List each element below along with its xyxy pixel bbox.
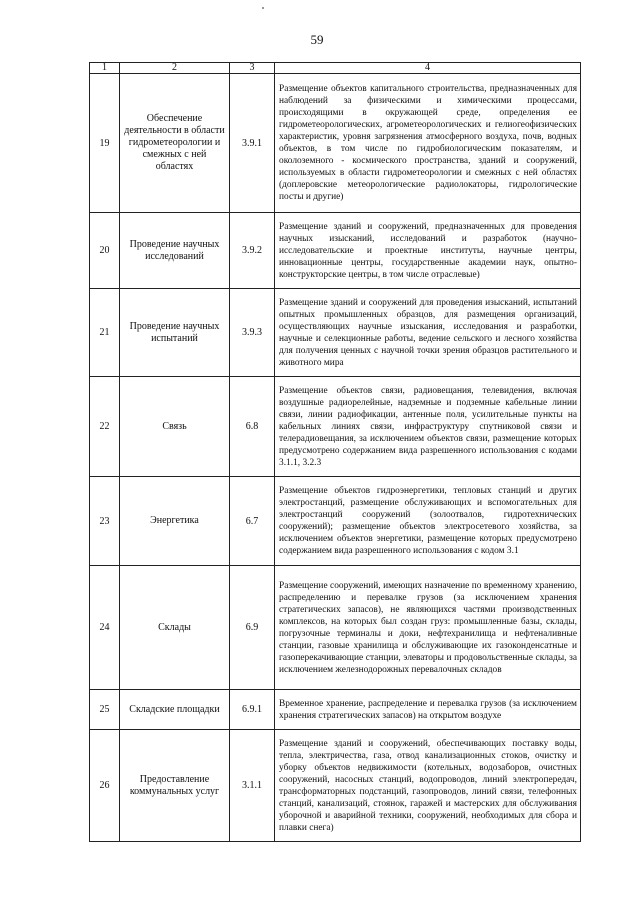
scan-dot [262, 7, 264, 9]
land-use-table [89, 62, 581, 842]
use-type-description: Временное хранение, распределение и перевалка грузов (за исключением хранения стратегических запасов) на открытом воздухе [275, 690, 581, 730]
use-type-code: 3.9.1 [230, 74, 275, 213]
header-col-1: 1 [90, 63, 120, 74]
use-type-code: 6.9.1 [230, 690, 275, 730]
use-type-code: 3.9.2 [230, 213, 275, 289]
page-number: 59 [310, 32, 324, 47]
use-type-name: Проведение научных испытаний [120, 289, 230, 377]
use-type-description: Размещение сооружений, имеющих назначение по временному хранению, распределению и перевалке грузов (за исключением хранения стратегических запасов), не являющихся частями производственных комплексов, на которых был создан груз: промышленные базы, склады, погрузочные терминалы и доки, нефтехранилища и нефтеналивные станции, газовые хранилища и обслуживающие их газоконденсатные и газоперекачивающие станции, элеваторы и продовольственные склады, за исключением железнодорожных перевалочных складов [275, 566, 581, 690]
row-number: 19 [90, 74, 120, 213]
use-type-code: 3.1.1 [230, 730, 275, 842]
row-number: 22 [90, 377, 120, 477]
use-type-description: Размещение зданий и сооружений, предназначенных для проведения научных изысканий, исследований и разработок (научно-исследовательские и проектные институты, научные центры, инновационные центры, государственные академии наук, опытно-конструкторские центры, в том числе отраслевые) [275, 213, 581, 289]
header-row [90, 63, 581, 74]
row-number: 20 [90, 213, 120, 289]
row-number: 23 [90, 477, 120, 566]
table-row [90, 730, 581, 842]
use-type-description: Размещение объектов гидроэнергетики, тепловых станций и других электростанций, размещение обслуживающих и вспомогательных для электростанций сооружений (золоотвалов, гидротехнических сооружений); размещение объектов электросетевого хозяйства, за исключением объектов энергетики, размещение которых предусмотрено содержанием вида разрешенного использования с кодом 3.1 [275, 477, 581, 566]
use-type-name: Склады [120, 566, 230, 690]
use-type-name: Проведение научных исследований [120, 213, 230, 289]
row-number: 24 [90, 566, 120, 690]
table-row [90, 377, 581, 477]
header-col-3: 3 [230, 63, 275, 74]
use-type-code: 3.9.3 [230, 289, 275, 377]
table-row [90, 477, 581, 566]
use-type-name: Связь [120, 377, 230, 477]
use-type-description: Размещение зданий и сооружений, обеспечивающих поставку воды, тепла, электричества, газа, отвод канализационных стоков, очистку и уборку объектов недвижимости (котельных, водозаборов, очистных сооружений, насосных станций, водопроводов, линий электропередач, трансформаторных подстанций, газопроводов, линий связи, телефонных станций, канализаций, стоянок, гаражей и мастерских для обслуживания уборочной и аварийной техники, сооружений, необходимых для сбора и плавки снега) [275, 730, 581, 842]
header-col-2: 2 [120, 63, 230, 74]
use-type-description: Размещение объектов капитального строительства, предназначенных для наблюдений за физическими и химическими процессами, происходящими в окружающей среде, определения ее гидрометеорологических, агрометеорологических и гелиогеофизических характеристик, уровня загрязнения атмосферного воздуха, почв, водных объектов, в том числе по гидробиологическим показателям, и околоземного - космического пространства, зданий и сооружений, используемых в области гидрометеорологии и смежных с ней областях (доплеровские метеорологические радиолокаторы, гидрологические посты и другие) [275, 74, 581, 213]
use-type-description: Размещение объектов связи, радиовещания, телевидения, включая воздушные радиорелейные, надземные и подземные кабельные линии связи, линии радиофикации, антенные поля, усилительные пункты на кабельных линиях связи, инфраструктуру спутниковой связи и телерадиовещания, за исключением объектов связи, размещение которых предусмотрено содержанием вида разрешенного использования с кодами 3.1.1, 3.2.3 [275, 377, 581, 477]
use-type-name: Энергетика [120, 477, 230, 566]
table-row [90, 74, 581, 213]
use-type-code: 6.7 [230, 477, 275, 566]
use-type-name: Складские площадки [120, 690, 230, 730]
table-row [90, 213, 581, 289]
table-row [90, 690, 581, 730]
use-type-name: Обеспечение деятельности в области гидрометеорологии и смежных с ней областях [120, 74, 230, 213]
use-type-code: 6.8 [230, 377, 275, 477]
table-row [90, 289, 581, 377]
use-type-code: 6.9 [230, 566, 275, 690]
row-number: 26 [90, 730, 120, 842]
row-number: 21 [90, 289, 120, 377]
use-type-name: Предоставление коммунальных услуг [120, 730, 230, 842]
header-col-4: 4 [275, 63, 581, 74]
table-row [90, 566, 581, 690]
row-number: 25 [90, 690, 120, 730]
use-type-description: Размещение зданий и сооружений для проведения изысканий, испытаний опытных промышленных образцов, для размещения организаций, осуществляющих научные изыскания, исследования и разработки, научные и селекционные работы, ведение сельского и лесного хозяйства для получения ценных с научной точки зрения образцов растительного и животного мира [275, 289, 581, 377]
